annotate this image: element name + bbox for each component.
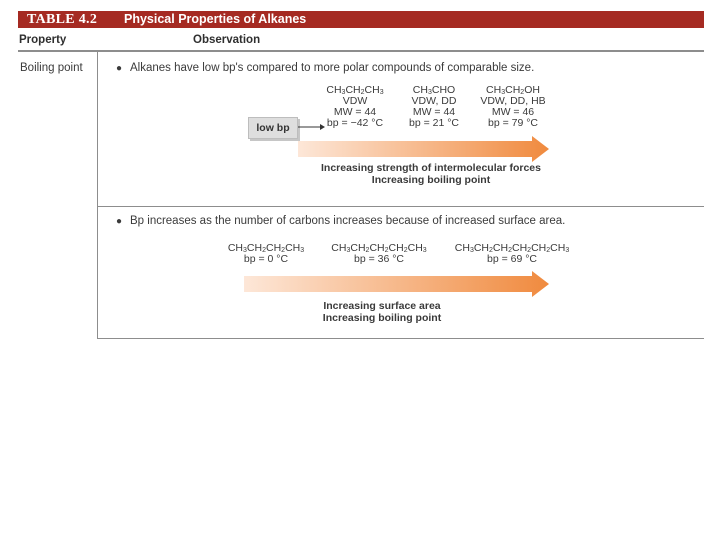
gradient-arrow-surface-area [244, 271, 550, 297]
compound-bp: bp = 0 °C [243, 253, 289, 265]
gradient-arrow-intermolecular [298, 136, 550, 162]
compound-formula: $CH_3CH_2CH_2CH_2CH_3$ [331, 242, 427, 254]
table-title-bar [18, 11, 704, 28]
compound-pentane [314, 243, 444, 265]
low-bp-pointer-arrow [298, 121, 326, 133]
compound-bp: bp = 21 °C [408, 117, 460, 129]
bullet-2-text: Bp increases as the number of carbons increases because of increased surface area. [130, 215, 566, 227]
header-property: Property [19, 34, 67, 46]
observation-bullet-2 [116, 215, 565, 227]
row-divider [98, 206, 704, 207]
column-divider [97, 52, 98, 339]
compound-forces: VDW [342, 95, 368, 107]
compound-forces: VDW, DD, HB [480, 95, 546, 107]
compound-bp: bp = 36 °C [353, 253, 405, 265]
header-observation: Observation [193, 34, 261, 46]
property-boiling-point: Boiling point [20, 62, 83, 74]
compound-hexane [440, 243, 584, 265]
low-bp-callout: low bp [248, 117, 298, 139]
header-rule [18, 50, 704, 52]
compound-formula: $CH_3CH_2CH_2CH_3$ [227, 242, 305, 254]
compound-mw: MW = 44 [412, 106, 456, 118]
compound-bp: bp = 69 °C [486, 253, 538, 265]
compound-butane [211, 243, 321, 265]
arrow-2-caption [312, 300, 452, 324]
compound-formula: $CH_3CHO$ [412, 84, 456, 96]
table-number: TABLE 4.2 [27, 12, 98, 27]
compound-formula: $CH_3CH_2CH_3$ [326, 84, 384, 96]
compound-mw: MW = 44 [333, 106, 377, 118]
observation-bullet-1 [116, 62, 534, 74]
table-bottom-rule [98, 338, 704, 339]
bullet-dot: ● [116, 63, 123, 74]
compound-bp: bp = −42 °C [326, 117, 384, 129]
bullet-1-text: Alkanes have low bp's compared to more polar compounds of comparable size. [130, 62, 535, 74]
compound-bp: bp = 79 °C [487, 117, 539, 129]
arrow-1-line-2: Increasing boiling point [371, 174, 491, 186]
arrow-2-line-1: Increasing surface area [323, 300, 441, 312]
compound-formula: $CH_3CH_2OH$ [486, 84, 540, 96]
arrow-2-line-2: Increasing boiling point [322, 312, 442, 324]
arrow-1-caption [312, 162, 550, 186]
compound-ethanol [463, 85, 563, 129]
table-title: Physical Properties of Alkanes [124, 12, 307, 26]
compound-formula: $CH_3CH_2CH_2CH_2CH_2CH_3$ [454, 242, 570, 254]
bullet-dot: ● [116, 216, 123, 227]
compound-forces: VDW, DD [411, 95, 457, 107]
compound-mw: MW = 46 [491, 106, 535, 118]
arrow-1-line-1: Increasing strength of intermolecular forces [321, 162, 541, 174]
